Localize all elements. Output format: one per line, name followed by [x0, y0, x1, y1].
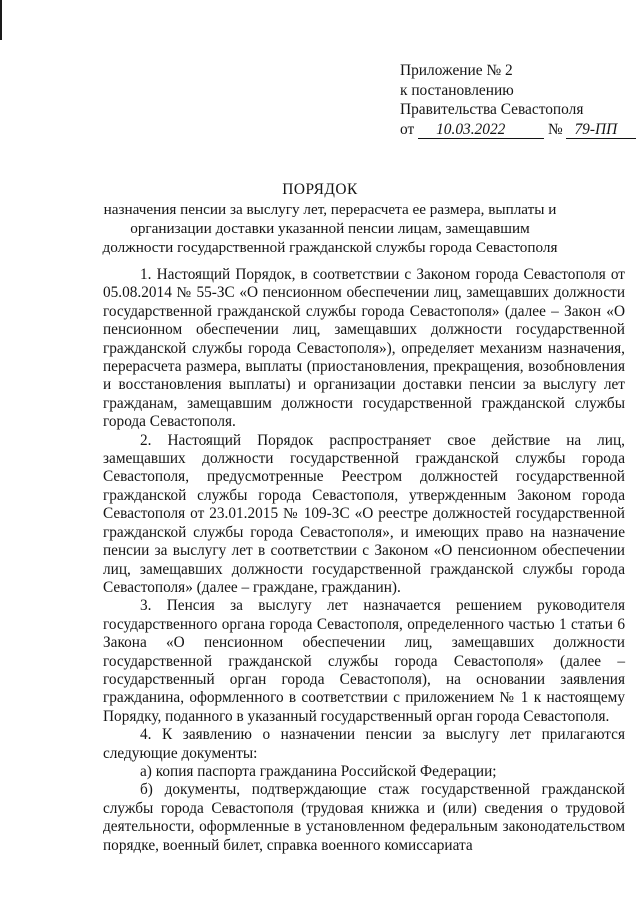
from-label: от: [400, 120, 415, 138]
paragraph-3: 3. Пенсия за выслугу лет назначается решением руководителя государственного органа города Севастополя, определенного частью 1 статьи 6 Закона «О пенсионном обеспечении лиц, замещавших должности государственной гражданской службы города Севастополя» (далее – государственный орган города Севастополя), на основании заявления гражданина, оформленного в соответствии с приложением № 1 к настоящему Порядку, поданного в указанный государственный орган города Севастополя.: [103, 597, 625, 725]
handwritten-number: 79-ПП: [566, 122, 636, 139]
paragraph-2: 2. Настоящий Порядок распространяет свое действие на лиц, замещавших должности государственной гражданской службы города Севастополя, предусмотренные Реестром должностей государственной гражданской службы города Севастополя, утвержденным Законом города Севастополя от 23.01.2015 № 109-ЗС «О реестре должностей государственной гражданской службы города Севастополя», и имеющих право на назначение пенсии за выслугу лет в соответствии с Законом «О пенсионном обеспечении лиц, замещавших должности государственной гражданской службы города Севастополя» (далее – граждане, гражданин).: [103, 431, 625, 596]
appendix-government: Правительства Севастополя: [400, 101, 584, 118]
paragraph-4a: а) копия паспорта гражданина Российской Федерации;: [140, 762, 497, 780]
paragraph-4b: б) документы, подтверждающие стаж государственной гражданской службы города Севастополя (трудовая книжка и (или) сведения о трудовой деятельности, оформленные в установленном федеральным законодательством порядке, военный билет, справка военного комиссариата: [103, 781, 625, 854]
handwritten-date: 10.03.2022: [418, 122, 544, 139]
paragraph-4: 4. К заявлению о назначении пенсии за выслугу лет прилагаются следующие документы:: [103, 726, 625, 762]
appendix-number: Приложение № 2: [400, 62, 513, 79]
number-label: №: [547, 120, 563, 138]
document-title: ПОРЯДОК: [282, 181, 358, 198]
appendix-block: [400, 61, 630, 139]
scan-edge-mark: [0, 0, 2, 40]
paragraph-1: 1. Настоящий Порядок, в соответствии с Законом города Севастополя от 05.08.2014 № 55-ЗС «О пенсионном обеспечении лиц, замещавших должности государственной гражданской службы города Севастополя» (далее – Закон «О пенсионном обеспечении лиц, замещавших должности государственной гражданской службы города Севастополя»), определяет механизм назначения, перерасчета размера, выплаты (приостановления, прекращения, возобновления и восстановления выплаты) и организации доставки пенсии за выслугу лет гражданам, замещавшим должности государственной гражданской службы города Севастополя.: [103, 266, 625, 431]
appendix-resolution-ref: к постановлению: [400, 81, 514, 99]
appendix-date-line: [400, 120, 630, 140]
document-subtitle: назначения пенсии за выслугу лет, перерасчета ее размера, выплаты и организации доставки указанной пенсии лицам, замещавшим должности государственной гражданской службы города Севастополя: [102, 201, 558, 257]
document-body: [103, 266, 625, 855]
